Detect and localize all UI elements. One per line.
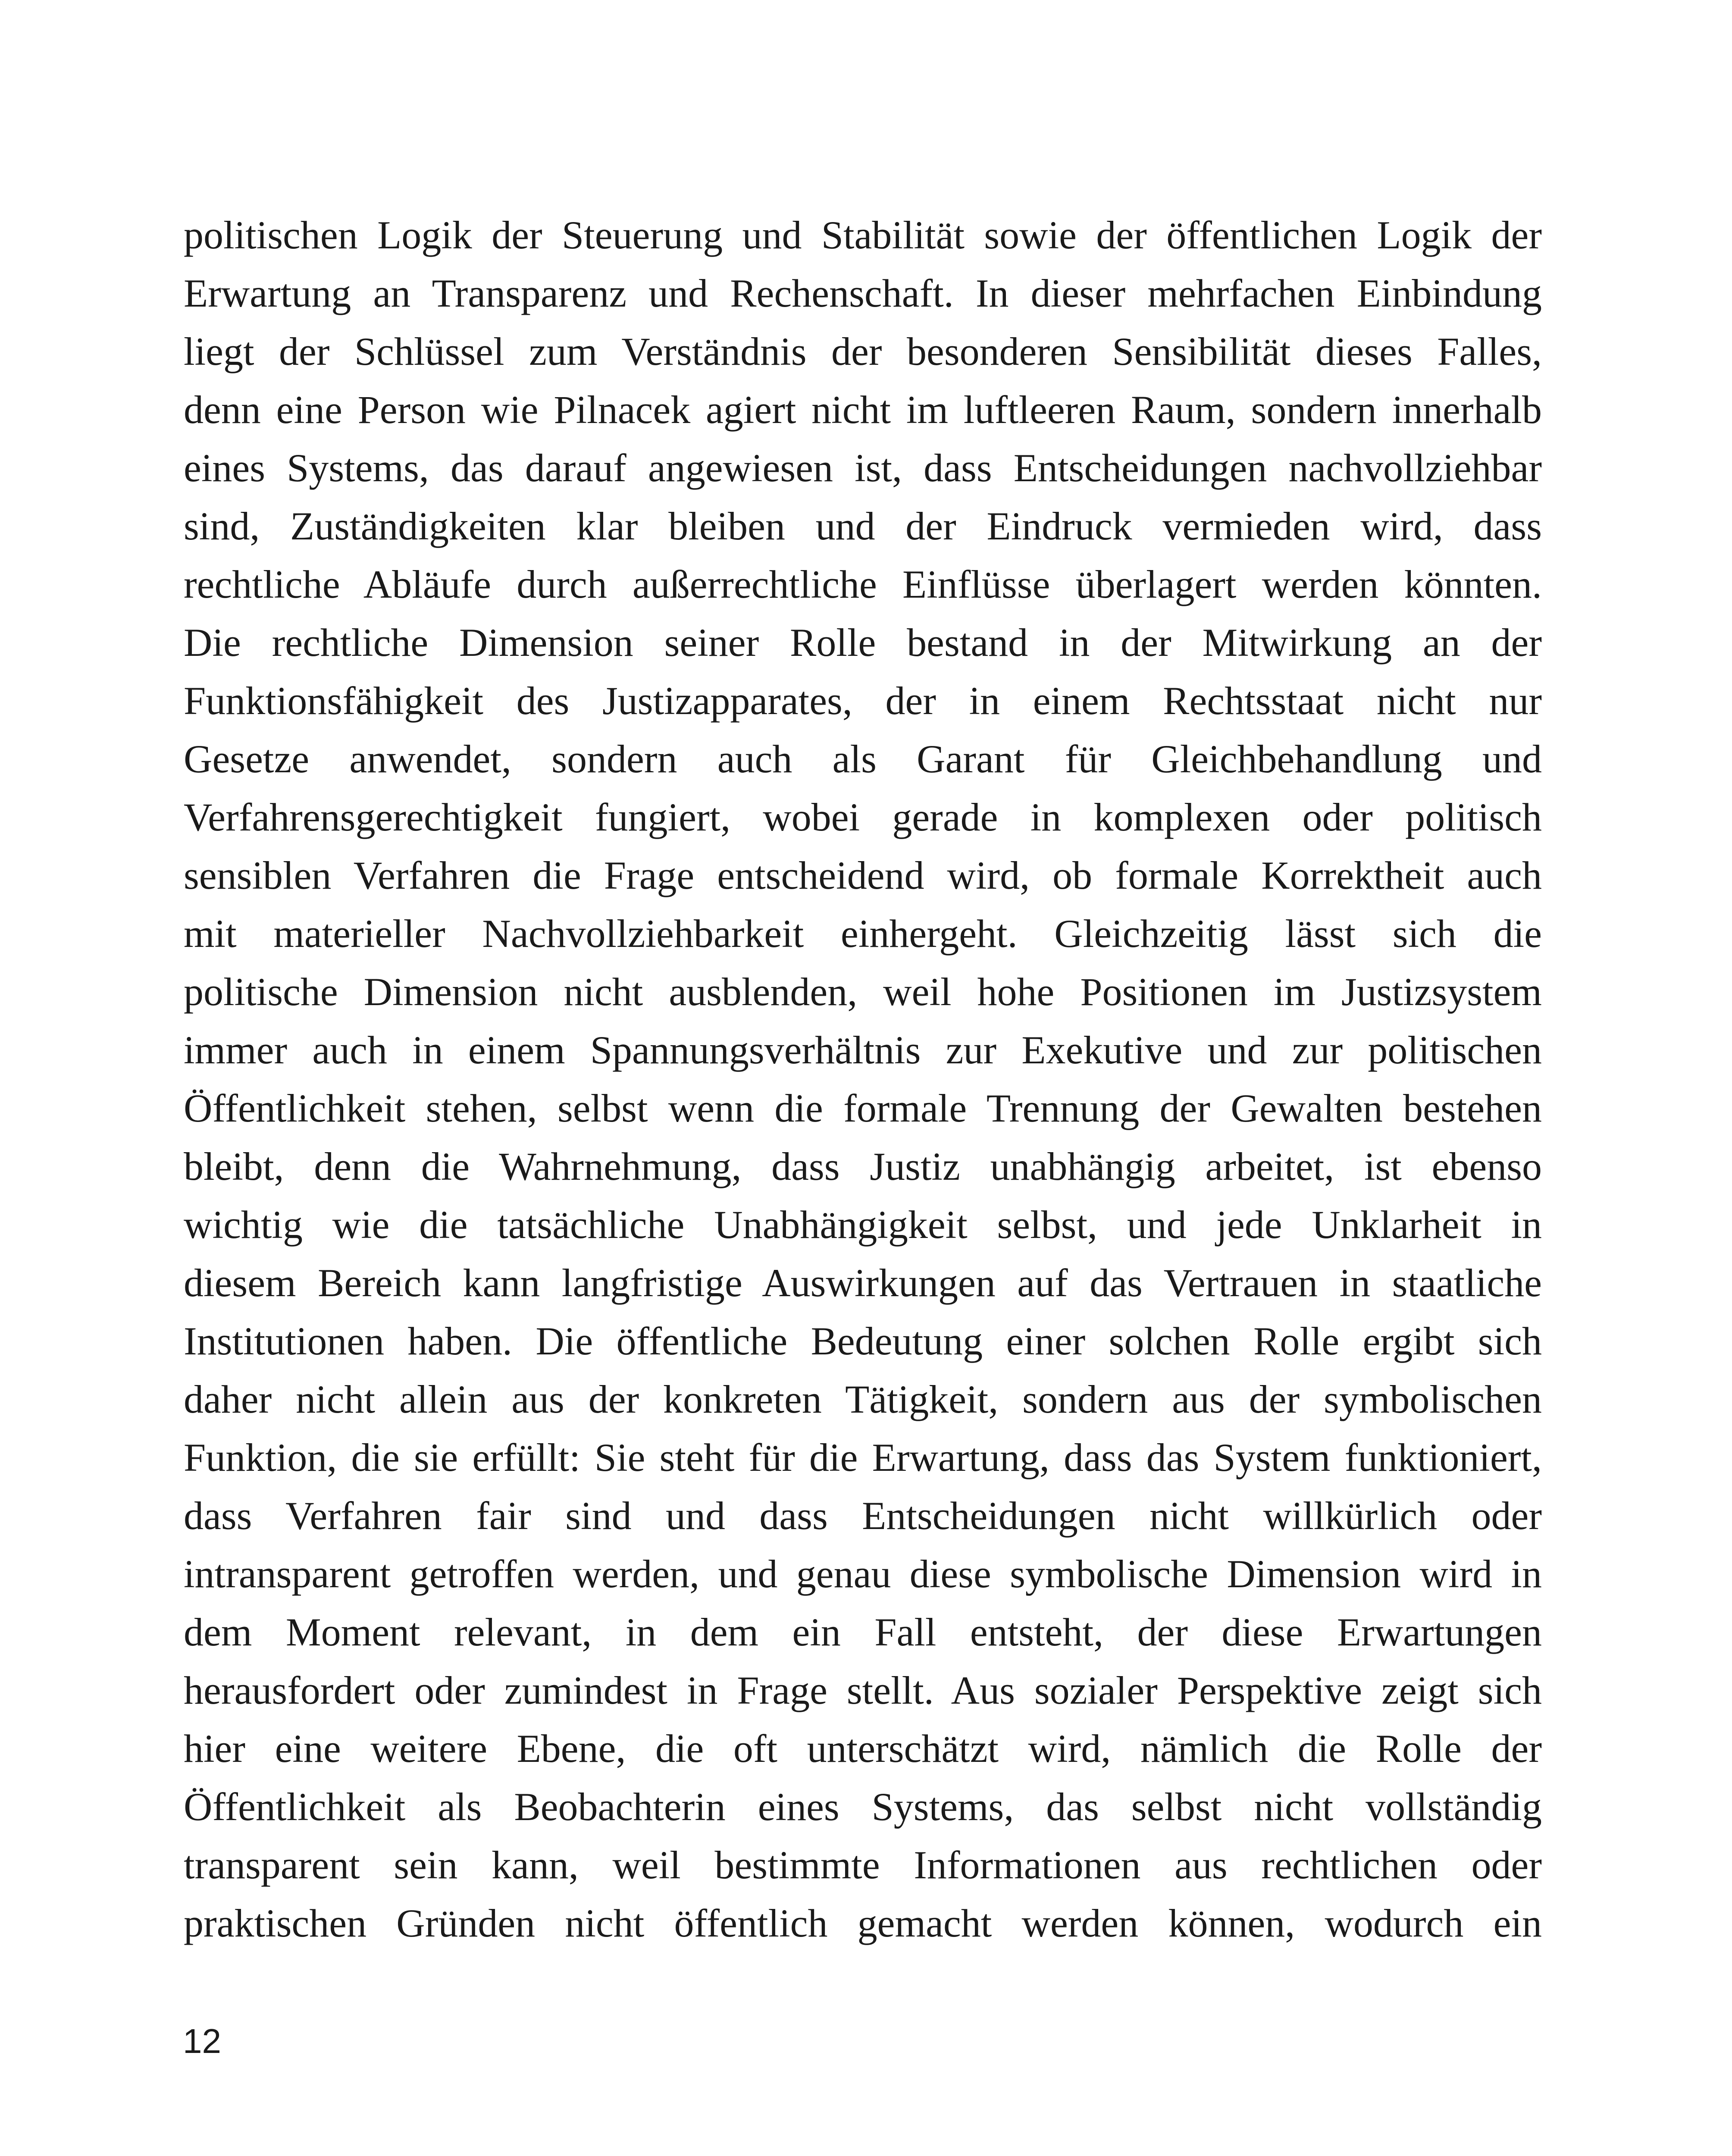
- text-line: bleibt, denn die Wahrnehmung, dass Justiz unabhängig arbeitet, ist ebenso: [184, 1144, 1542, 1188]
- text-line: Verfahrensgerechtigkeit fungiert, wobei gerade in komplexen oder politisch: [184, 795, 1542, 839]
- text-line: Institutionen haben. Die öffentliche Bedeutung einer solchen Rolle ergibt sich: [184, 1319, 1542, 1363]
- text-line: Öffentlichkeit stehen, selbst wenn die formale Trennung der Gewalten bestehen: [184, 1086, 1542, 1130]
- text-line: Gesetze anwendet, sondern auch als Garant für Gleichbehandlung und: [184, 737, 1542, 781]
- text-line: diesem Bereich kann langfristige Auswirkungen auf das Vertrauen in staatliche: [184, 1261, 1542, 1305]
- text-line: liegt der Schlüssel zum Verständnis der besonderen Sensibilität dieses Falles,: [184, 329, 1542, 373]
- text-line: Erwartung an Transparenz und Rechenschaft. In dieser mehrfachen Einbindung: [184, 271, 1542, 315]
- text-line: eines Systems, das darauf angewiesen ist, dass Entscheidungen nachvollziehbar: [184, 446, 1542, 490]
- text-line: sind, Zuständigkeiten klar bleiben und der Eindruck vermieden wird, dass: [184, 504, 1542, 548]
- text-line: Funktion, die sie erfüllt: Sie steht für die Erwartung, dass das System funktioniert,: [184, 1435, 1542, 1479]
- text-line: dass Verfahren fair sind und dass Entscheidungen nicht willkürlich oder: [184, 1494, 1542, 1538]
- page-number: 12: [183, 2022, 221, 2060]
- text-line: transparent sein kann, weil bestimmte Informationen aus rechtlichen oder: [184, 1843, 1542, 1887]
- text-line: Die rechtliche Dimension seiner Rolle bestand in der Mitwirkung an der: [184, 620, 1542, 664]
- text-line: herausfordert oder zumindest in Frage stellt. Aus sozialer Perspektive zeigt sich: [184, 1668, 1542, 1712]
- text-line: Öffentlichkeit als Beobachterin eines Systems, das selbst nicht vollständig: [184, 1785, 1542, 1829]
- text-line: denn eine Person wie Pilnacek agiert nicht im luftleeren Raum, sondern innerhalb: [184, 388, 1542, 432]
- text-line: mit materieller Nachvollziehbarkeit einhergeht. Gleichzeitig lässt sich die: [184, 912, 1542, 956]
- text-line: daher nicht allein aus der konkreten Tätigkeit, sondern aus der symbolischen: [184, 1377, 1542, 1421]
- text-line: immer auch in einem Spannungsverhältnis zur Exekutive und zur politischen: [184, 1028, 1542, 1072]
- text-line: intransparent getroffen werden, und genau diese symbolische Dimension wird in: [184, 1552, 1542, 1596]
- text-line: Funktionsfähigkeit des Justizapparates, der in einem Rechtsstaat nicht nur: [184, 679, 1542, 723]
- text-line: hier eine weitere Ebene, die oft unterschätzt wird, nämlich die Rolle der: [184, 1727, 1542, 1771]
- text-line: politische Dimension nicht ausblenden, weil hohe Positionen im Justizsystem: [184, 970, 1542, 1014]
- text-line: dem Moment relevant, in dem ein Fall entsteht, der diese Erwartungen: [184, 1610, 1542, 1654]
- text-line: politischen Logik der Steuerung und Stabilität sowie der öffentlichen Logik der: [184, 213, 1542, 257]
- text-line: wichtig wie die tatsächliche Unabhängigkeit selbst, und jede Unklarheit in: [184, 1203, 1542, 1247]
- text-line: sensiblen Verfahren die Frage entscheidend wird, ob formale Korrektheit auch: [184, 853, 1542, 897]
- text-line: rechtliche Abläufe durch außerrechtliche Einflüsse überlagert werden könnten.: [184, 562, 1542, 606]
- text-line: praktischen Gründen nicht öffentlich gemacht werden können, wodurch ein: [184, 1901, 1542, 1945]
- body-paragraph: [184, 206, 1542, 1952]
